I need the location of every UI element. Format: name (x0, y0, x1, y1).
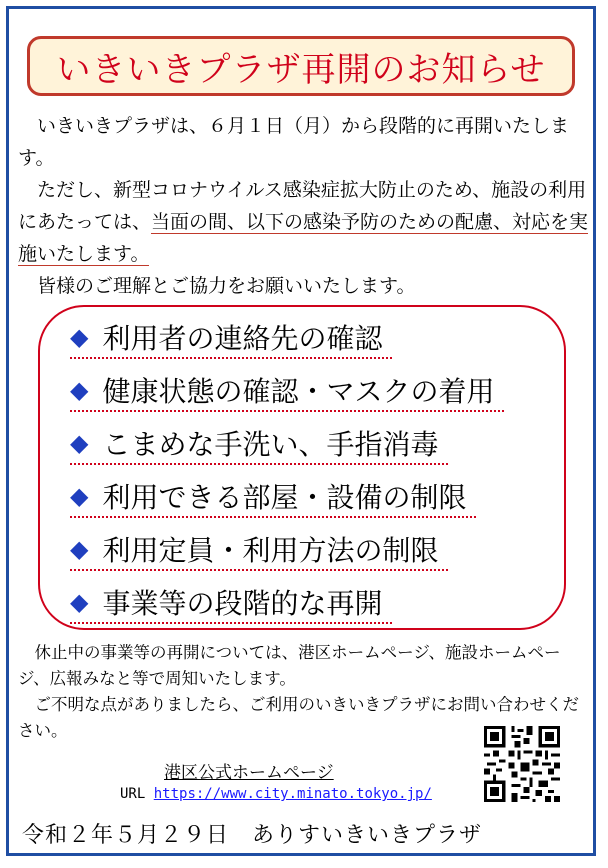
measure-item (70, 582, 392, 624)
diamond-icon: ◆ (70, 429, 89, 457)
measure-label: 事業等の段階的な再開 (102, 587, 383, 620)
measure-label: 利用できる部屋・設備の制限 (102, 481, 467, 514)
url-label: URL (120, 786, 146, 802)
measure-label: 健康状態の確認・マスクの着用 (102, 375, 495, 408)
diamond-icon: ◆ (70, 482, 89, 510)
measure-label: 利用定員・利用方法の制限 (102, 534, 439, 567)
diamond-icon: ◆ (70, 376, 89, 404)
measure-item (70, 370, 504, 412)
homepage-url-link[interactable]: https://www.city.minato.tokyo.jp/ (153, 786, 432, 802)
diamond-icon: ◆ (70, 588, 89, 616)
measure-label: 利用者の連絡先の確認 (102, 322, 383, 355)
closing-paragraph-2: ご不明な点がありましたら、ご利用のいきいきプラザにお問い合わせください。 (18, 695, 579, 740)
footer-date-signature: 令和２年５月２９日 ありすいきいきプラザ (22, 823, 483, 848)
intro-paragraph-2-underlined: 当面の間、以下の感染予防のための配慮、対応を実施いたします。 (18, 211, 589, 265)
diamond-icon: ◆ (70, 535, 89, 563)
homepage-link-title[interactable]: 港区公式ホームページ (164, 763, 334, 783)
intro-text (18, 110, 590, 302)
measure-label: こまめな手洗い、手指消毒 (102, 428, 439, 461)
intro-paragraph-1: いきいきプラザは、６月１日（月）から段階的に再開いたします。 (18, 115, 570, 169)
measure-item (70, 317, 392, 359)
closing-paragraph-1: 休止中の事業等の再開については、港区ホームページ、施設ホームページ、広報みなと等で周知いたします。 (18, 643, 561, 688)
measure-item (70, 529, 448, 571)
measure-item (70, 423, 448, 465)
measures-box (38, 305, 566, 630)
qr-code-icon[interactable] (484, 726, 560, 802)
intro-paragraph-2-lead: ただし、新型コロナウイルス感染症拡大防止のため、施設の利用にあたっては、 (18, 179, 587, 233)
url-line (120, 786, 432, 802)
notice-title: いきいきプラザ再開のお知らせ (27, 36, 575, 96)
measure-item (70, 476, 476, 518)
diamond-icon: ◆ (70, 323, 89, 351)
intro-paragraph-2 (18, 174, 590, 270)
intro-paragraph-3: 皆様のご理解とご協力をお願いいたします。 (18, 275, 416, 297)
